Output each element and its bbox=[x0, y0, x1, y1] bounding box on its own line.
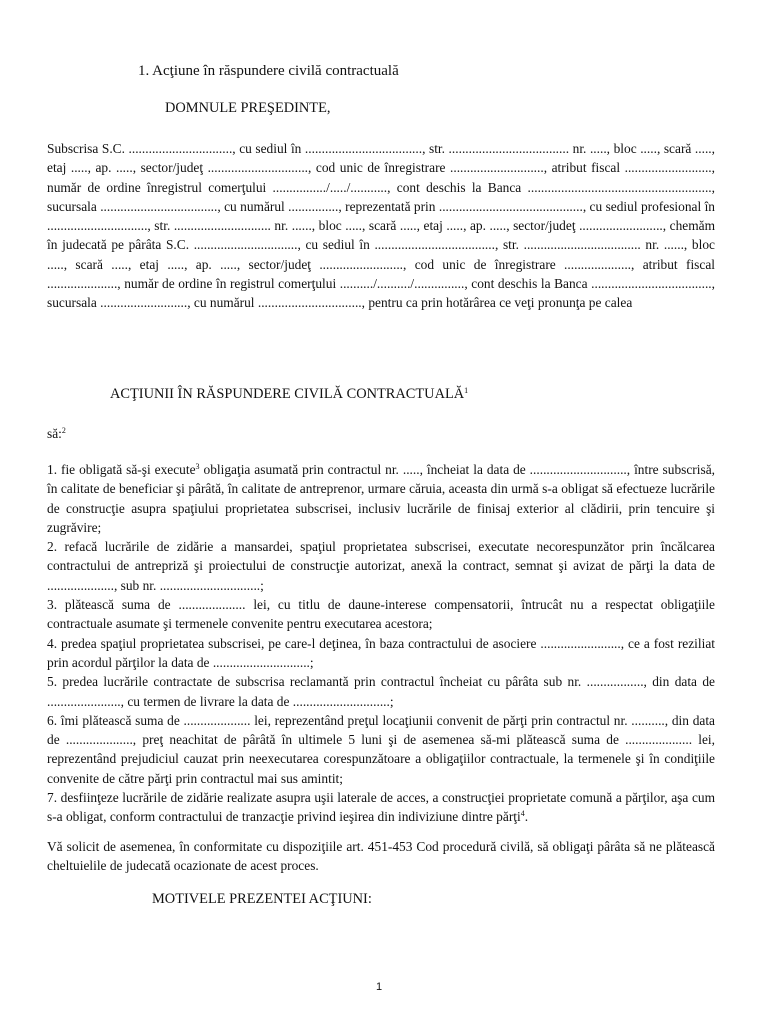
intro-paragraph bbox=[47, 139, 715, 313]
request-text: 6. îmi plătească suma de .................... lei, reprezentând preţul locaţiunii convenit de părţi prin contractul nr. .........., din data de ...................., preţ neachitat de pârâtă în ultimele 5 luni şi de asemenea să-mi plătească suma de .................... lei, reprezentând prejudiciul cauzat prin neexecutarea corespunzătoare a obligaţiilor contractuale, la termenele şi în condiţiile convenite de către părţi prin contractul mai sus amintit; bbox=[47, 712, 715, 786]
request-item bbox=[47, 788, 715, 827]
salutation-heading: DOMNULE PREŞEDINTE, bbox=[165, 100, 331, 116]
sa-label-text: să: bbox=[47, 426, 62, 441]
intro-text: Subscrisa S.C. ..............................., cu sediul în ..................................., str. .................................... nr. ....., bloc ....., scară ....., etaj ....., ap. ....., sector/judeţ .............................., cod unic de înregistrare ............................, atribut fiscal .........................., număr de ordine înregistrul comerţului ................/...../..........., cont deschis la Banca ......................................................., sucursala ..................................., cu numărul ..............., reprezentată prin ..........................................., cu sediul profesional în .............................., str. ............................. nr. ......, bloc ....., scară ....., etaj ....., ap. ....., sector/judeţ ........................., chemăm în judecată pe pârâta S.C. ..............................., cu sediul în ...................................., str. ................................... nr. ......, bloc ....., scară ....., etaj ....., ap. ....., sector/judeţ ........................., cod unic de înregistrare ...................., atribut fiscal ....................., număr de ordine în registrul comerţului ........../........../..............., cont deschis la Banca ...................................., sucursala .........................., cu numărul ..............................., pentru ca prin hotărârea ce veţi pronunţa pe calea bbox=[47, 141, 715, 311]
actiuni-heading-text: ACŢIUNII ÎN RĂSPUNDERE CIVILĂ CONTRACTUALĂ bbox=[110, 386, 465, 402]
request-item bbox=[47, 595, 715, 634]
request-item bbox=[47, 537, 715, 595]
closing-text: Vă solicit de asemenea, în conformitate cu dispoziţiile art. 451-453 Cod procedură civilă, să obligaţi pârâta să ne plătească cheltuielile de judecată ocazionate de acest proces. bbox=[47, 839, 715, 874]
request-text: 1. fie obligată să-şi execute bbox=[47, 462, 196, 477]
request-item bbox=[47, 711, 715, 788]
document-title: 1. Acţiune în răspundere civilă contractuală bbox=[138, 63, 399, 79]
actiuni-heading bbox=[110, 385, 468, 404]
request-text: 5. predea lucrările contractate de subscrisa reclamantă prin contractul încheiat cu pârâta sub nr. ................., din data de ......................, cu termen de livrare la data de .............................; bbox=[47, 674, 715, 709]
sa-label bbox=[47, 424, 66, 443]
page-number: 1 bbox=[375, 981, 383, 993]
request-text-continued: . bbox=[524, 809, 529, 825]
request-text: 3. plătească suma de .................... lei, cu titlu de daune-interese compensatorii, întrucât nu a respectat obligaţiile contractuale asumate şi termenele convenite pentru executarea acestora; bbox=[47, 597, 715, 632]
request-text: 7. desfiinţeze lucrările de zidărie realizate asupra uşii laterale de acces, a construcţiei proprietate comună a părţilor, aşa cum s-a obligat, conform contractului de tranzacţie privind ieşirea din indiviziune dintre părţi bbox=[47, 790, 715, 825]
requests-list bbox=[47, 460, 715, 827]
request-item bbox=[47, 634, 715, 673]
request-item bbox=[47, 460, 715, 537]
footnote-marker: 4 bbox=[520, 809, 525, 819]
footnote-marker: 2 bbox=[61, 426, 66, 435]
closing-paragraph bbox=[47, 837, 715, 876]
footnote-marker: 1 bbox=[464, 386, 469, 395]
request-text-continued: obligaţia asumată prin contractul nr. ....., încheiat la data de ............................., între subscrisă, în calitate de beneficiar şi pârâtă, în calitate de antreprenor, urmare căruia, aceasta din urmă s-a obligat să efectueze lucrările de construcţie asupra spaţiului proprietatea subscrisei, inclusiv lucrările de finisaj exterior al clădirii, prin tencuire şi zugrăvire; bbox=[47, 462, 715, 535]
footnote-marker: 3 bbox=[195, 462, 200, 471]
request-item bbox=[47, 672, 715, 711]
motive-heading: MOTIVELE PREZENTEI ACŢIUNI: bbox=[152, 891, 372, 907]
request-text: 2. refacă lucrările de zidărie a mansardei, spaţiul proprietatea subscrisei, executate necorespunzător prin încălcarea contractului de antrepriză şi proiectului de construcţie autorizat, anexă la contract, semnat şi avizat de părţi la data de ...................., sub nr. ..............................; bbox=[47, 539, 715, 593]
request-text: 4. predea spaţiul proprietatea subscrisei, pe care-l deţinea, în baza contractului de asociere ........................, ce a fost reziliat prin acordul părţilor la data de .............................; bbox=[47, 635, 715, 670]
